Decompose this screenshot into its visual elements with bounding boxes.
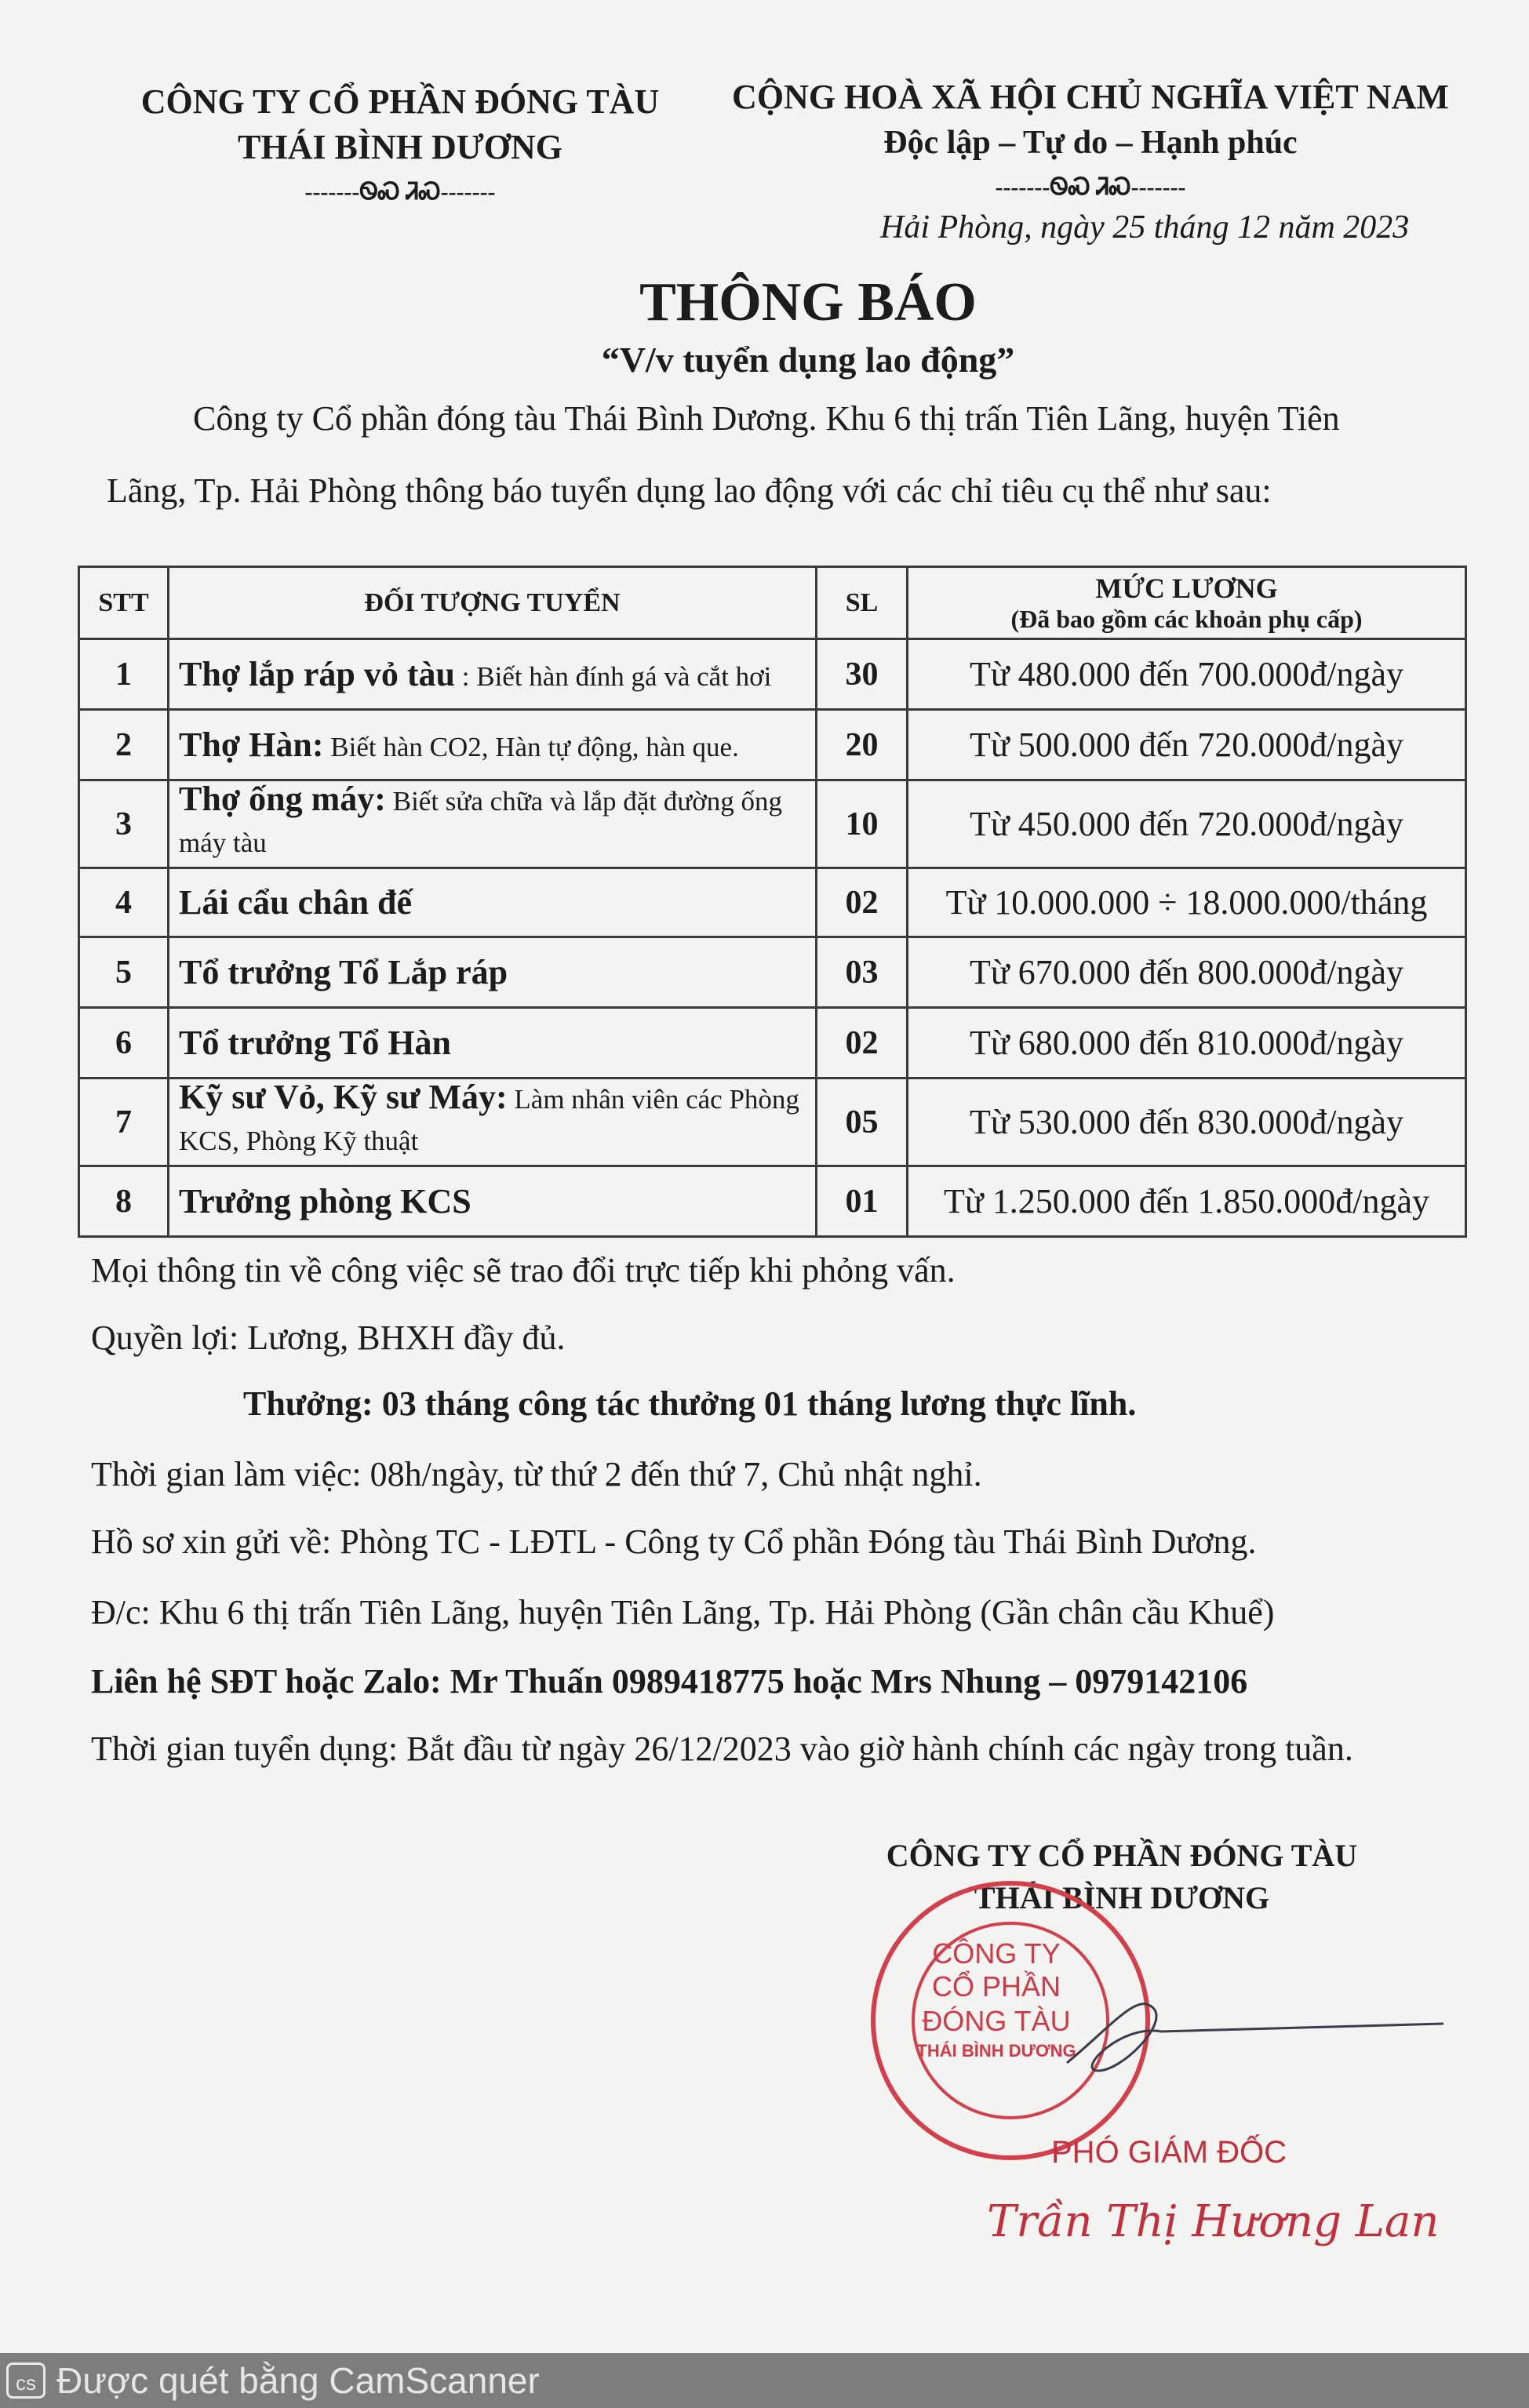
position-title: Thợ Hàn: [179, 726, 324, 764]
row-stt: 3 [79, 780, 169, 868]
company-name-line2: THÁI BÌNH DƯƠNG [238, 128, 562, 166]
row-wage: Từ 480.000 đến 700.000đ/ngày [908, 639, 1466, 710]
bonus-line: Thưởng: 03 tháng công tác thưởng 01 tháng lương thực lĩnh. [243, 1384, 1137, 1423]
table-row [79, 1079, 1466, 1166]
row-target [169, 780, 817, 868]
row-wage: Từ 670.000 đến 800.000đ/ngày [908, 937, 1466, 1008]
position-desc: Biết hàn CO2, Hàn tự động, hàn que. [323, 732, 739, 762]
row-stt: 1 [79, 639, 169, 710]
table-header-row [79, 567, 1466, 639]
table-row [79, 937, 1466, 1008]
row-target [169, 639, 817, 710]
row-sl: 02 [817, 1008, 908, 1079]
row-stt: 7 [79, 1079, 169, 1166]
intro-line2: Lãng, Tp. Hải Phòng thông báo tuyển dụng lao động với các chỉ tiêu cụ thể như sau: [107, 471, 1272, 510]
hours-line: Thời gian làm việc: 08h/ngày, từ thứ 2 đến thứ 7, Chủ nhật nghỉ. [91, 1455, 982, 1493]
table-row [79, 780, 1466, 868]
contact-line: Liên hệ SĐT hoặc Zalo: Mr Thuấn 0989418775 hoặc Mrs Nhung – 0979142106 [91, 1662, 1248, 1701]
date-line: Hải Phòng, ngày 25 tháng 12 năm 2023 [880, 209, 1410, 246]
position-title: Tổ trưởng Tổ Lắp ráp [179, 953, 508, 991]
signature-company-line2: THÁI BÌNH DƯƠNG [974, 1880, 1270, 1915]
row-stt: 5 [79, 937, 169, 1008]
row-sl: 01 [817, 1166, 908, 1237]
row-target [169, 710, 817, 780]
row-wage: Từ 530.000 đến 830.000đ/ngày [908, 1079, 1466, 1166]
header-wage [908, 567, 1466, 639]
row-sl: 02 [817, 868, 908, 937]
signature-name: Trần Thị Hương Lan [987, 2196, 1440, 2247]
row-wage: Từ 450.000 đến 720.000đ/ngày [908, 780, 1466, 868]
stamp-line1: CÔNG TY [932, 1937, 1061, 1970]
header-left-separator: -------ᏫᏍ ᏘᏍ------- [304, 179, 496, 205]
table-row [79, 1166, 1466, 1237]
position-title: Trưởng phòng KCS [179, 1182, 471, 1220]
position-title: Lái cẩu chân đế [179, 883, 413, 922]
info-line: Mọi thông tin về công việc sẽ trao đổi trực tiếp khi phỏng vấn. [91, 1251, 956, 1289]
intro-line1: Công ty Cổ phần đóng tàu Thái Bình Dương. Khu 6 thị trấn Tiên Lãng, huyện Tiên [193, 399, 1340, 438]
recruit-time-line: Thời gian tuyển dụng: Bắt đầu từ ngày 26/12/2023 vào giờ hành chính các ngày trong tuần. [91, 1730, 1353, 1768]
header-wage-line2: (Đã bao gồm các khoản phụ cấp) [1010, 605, 1363, 633]
row-wage: Từ 500.000 đến 720.000đ/ngày [908, 710, 1466, 780]
row-stt: 4 [79, 868, 169, 937]
row-wage: Từ 1.250.000 đến 1.850.000đ/ngày [908, 1166, 1466, 1237]
row-target [169, 937, 817, 1008]
national-motto: Độc lập – Tự do – Hạnh phúc [883, 125, 1298, 161]
camscanner-text: Được quét bằng CamScanner [56, 2360, 540, 2401]
header-target: ĐỐI TƯỢNG TUYỂN [169, 567, 817, 639]
header-stt: STT [79, 567, 169, 639]
position-title: Thợ ống máy: [179, 780, 386, 818]
signature-company-line1: CÔNG TY CỔ PHẦN ĐÓNG TÀU [886, 1838, 1358, 1873]
position-title: Thợ lắp ráp vỏ tàu [179, 655, 455, 693]
position-desc: Biết sửa chữa và lắp đặt đường ống máy tàu [179, 786, 782, 858]
row-target [169, 1008, 817, 1079]
stamp-line2: CỔ PHẦN [931, 1970, 1061, 2002]
position-title: Kỹ sư Vỏ, Kỹ sư Máy: [179, 1078, 508, 1116]
stamp-line4: THÁI BÌNH DƯƠNG [916, 2041, 1076, 2061]
row-target [169, 1079, 817, 1166]
signature-stroke [1051, 1977, 1459, 2086]
row-sl: 10 [817, 780, 908, 868]
company-name-line1: CÔNG TY CỔ PHẦN ĐÓNG TÀU [140, 82, 660, 121]
row-sl: 05 [817, 1079, 908, 1166]
row-sl: 03 [817, 937, 908, 1008]
header-sl: SL [817, 567, 908, 639]
table-row [79, 868, 1466, 937]
address-line: Đ/c: Khu 6 thị trấn Tiên Lãng, huyện Tiên Lãng, Tp. Hải Phòng (Gần chân cầu Khuể) [91, 1593, 1275, 1631]
row-stt: 8 [79, 1166, 169, 1237]
header-right-separator: -------ᏫᏍ ᏘᏍ------- [995, 174, 1186, 200]
row-wage: Từ 680.000 đến 810.000đ/ngày [908, 1008, 1466, 1079]
row-target [169, 1166, 817, 1237]
position-desc: Làm nhân viên các Phòng KCS, Phòng Kỹ thuật [179, 1084, 799, 1156]
benefits-line: Quyền lợi: Lương, BHXH đầy đủ. [91, 1319, 566, 1357]
page-title: THÔNG BÁO [639, 272, 977, 333]
page-subtitle: “V/v tuyển dụng lao động” [601, 340, 1015, 380]
signature-role: PHÓ GIÁM ĐỐC [1051, 2135, 1287, 2170]
row-wage: Từ 10.000.000 ÷ 18.000.000/tháng [908, 868, 1466, 937]
dossier-line: Hồ sơ xin gửi về: Phòng TC - LĐTL - Công ty Cổ phần Đóng tàu Thái Bình Dương. [91, 1522, 1257, 1561]
national-title: CỘNG HOÀ XÃ HỘI CHỦ NGHĨA VIỆT NAM [732, 78, 1449, 116]
row-target [169, 868, 817, 937]
row-stt: 6 [79, 1008, 169, 1079]
table-row [79, 1008, 1466, 1079]
recruitment-table [78, 566, 1467, 1238]
row-sl: 30 [817, 639, 908, 710]
camscanner-logo: cs [6, 2363, 46, 2399]
position-desc: : Biết hàn đính gá và cắt hơi [455, 661, 772, 692]
header-wage-line1: MỨC LƯƠNG [1095, 573, 1278, 604]
table-row [79, 710, 1466, 780]
row-stt: 2 [79, 710, 169, 780]
table-row [79, 639, 1466, 710]
position-title: Tổ trưởng Tổ Hàn [179, 1024, 452, 1062]
row-sl: 20 [817, 710, 908, 780]
stamp-line3: ĐÓNG TÀU [922, 2005, 1071, 2037]
